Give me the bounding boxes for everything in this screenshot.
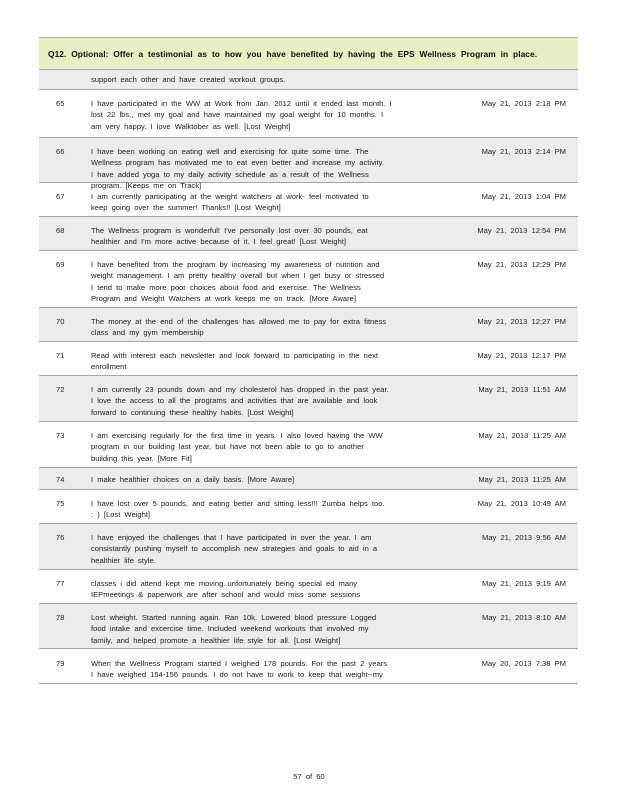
response-text: When the Wellness Program started I weighed 178 pounds. For the past 2 years I have weighed 154-156 pounds. I do not have to work to keep that weight--my: [91, 659, 388, 680]
response-date: May 21, 2013 12:54 PM: [477, 226, 566, 235]
response-date: May 21, 2013 11:25 AM: [478, 431, 566, 440]
response-number: 65: [56, 99, 65, 108]
response-text: I am currently participating at the weight watchers at work- feel motivated to keep going over the summer! Thanks!! [Lost Weight]: [91, 192, 369, 213]
table-row: [39, 138, 578, 190]
table-row: [39, 217, 578, 251]
response-rows: [39, 90, 578, 684]
response-number: 75: [56, 499, 65, 508]
table-row: [39, 251, 578, 308]
table-row: [39, 422, 578, 468]
response-date: May 21, 2013 11:51 AM: [478, 385, 566, 394]
response-number: 77: [56, 579, 65, 588]
survey-table: [39, 37, 578, 684]
question-header: Q12. Optional: Offer a testimonial as to how you have benefited by having the EPS Wellness Program in place.: [39, 38, 578, 70]
response-number: 74: [56, 475, 65, 484]
response-text: classes i did attend kept me moving..unfortunately being special ed many IEPmeetings & paperwork are after school and would miss some sessions: [91, 579, 361, 600]
response-text: I have lost over 5 pounds, and eating better and sitting less!!! Zumba helps too. : ) [Lost Weight]: [91, 499, 385, 520]
response-number: 70: [56, 317, 65, 326]
response-date: May 21, 2013 12:29 PM: [477, 260, 566, 269]
response-text: I am currently 23 pounds down and my cholesterol has dropped in the past year. I love the access to all the programs and activities that are available and look forward to continuing these healthy habits. [Lost Weight]: [91, 385, 389, 417]
response-text: The Wellness program is wonderful! I've personally lost over 30 pounds, eat healthier and I'm more active because of it. I feel great! [Lost Weight]: [91, 226, 368, 247]
response-date: May 21, 2013 12:17 PM: [477, 351, 566, 360]
response-date: May 21, 2013 9:56 AM: [482, 533, 566, 542]
table-row: [39, 649, 578, 684]
table-row: [39, 524, 578, 570]
table-row: [39, 604, 578, 649]
table-row: [39, 308, 578, 342]
response-number: 72: [56, 385, 65, 394]
response-number: 67: [56, 192, 65, 201]
table-row: [39, 570, 578, 604]
table-row: [39, 90, 578, 138]
response-text: I have participated in the WW at Work from Jan. 2012 until it ended last month. I lost 22 lbs., met my goal and have maintained my goal weight for 10 months. I am very happy. I love Walktober as well. [Lost Weight]: [91, 99, 392, 131]
continuation-text: support each other and have created workout groups.: [91, 75, 286, 84]
response-number: 78: [56, 613, 65, 622]
response-text: The money at the end of the challenges has allowed me to pay for extra fitness class and my gym membership: [91, 317, 387, 338]
page-current: 57: [293, 772, 302, 781]
response-text: I am exercising regularly for the first time in years. I also loved having the WW program in our building last year, but have not been able to go to another building this year. [More Fit]: [91, 431, 383, 463]
response-text: I make healthier choices on a daily basis. [More Aware]: [91, 475, 295, 484]
response-text: I have enjoyed the challenges that I have participated in over the year. I am consistantly pushing myself to accomplish new strategies and goals to aid in a healthier life style.: [91, 533, 378, 565]
response-date: May 21, 2013 2:18 PM: [481, 99, 566, 108]
response-date: May 21, 2013 2:14 PM: [481, 147, 566, 156]
page-of-label: of: [305, 772, 313, 781]
response-number: 68: [56, 226, 65, 235]
table-row: [39, 490, 578, 524]
table-row: [39, 468, 578, 490]
response-number: 66: [56, 147, 65, 156]
response-date: May 21, 2013 9:19 AM: [482, 579, 566, 588]
page-number: [0, 772, 618, 781]
response-text: I have benefited from the program by increasing my awareness of nutrition and weight management. I am pretty healthy overall but when I get busy or stressed I tend to make more poor choices about food and exercise. The Wellness Program and Weight Watchers at work keeps me on track. [More Aware]: [91, 260, 385, 303]
continuation-row: [39, 70, 578, 90]
response-number: 71: [56, 351, 65, 360]
response-date: May 21, 2013 12:27 PM: [477, 317, 566, 326]
response-text: Lost wheight. Started running again. Ran 10k. Lowered blood pressure Logged food intake and excercise time. Included weekend workouts that involved my family, and helped promote a healthier life style for all. [Lost Weight]: [91, 613, 377, 645]
response-date: May 21, 2013 11:25 AM: [478, 475, 566, 484]
response-number: 79: [56, 659, 65, 668]
response-text: Read with interest each newsletter and look forward to participating in the next enrollment: [91, 351, 378, 372]
table-row: [39, 342, 578, 376]
table-row: [39, 376, 578, 422]
response-text: I have been working on eating well and exercising for quite some time. The Wellness program has motivated me to eat even better and increase my activity. I have added yoga to my daily activity schedule as a result of the Wellness program. [Keeps me on Track]: [91, 147, 384, 190]
response-date: May 20, 2013 7:38 PM: [481, 659, 566, 668]
response-date: May 21, 2013 1:04 PM: [481, 192, 566, 201]
response-date: May 21, 2013 10:49 AM: [477, 499, 566, 508]
page-total: 60: [316, 772, 325, 781]
response-date: May 21, 2013 8:10 AM: [482, 613, 566, 622]
response-number: 76: [56, 533, 65, 542]
response-number: 69: [56, 260, 65, 269]
response-number: 73: [56, 431, 65, 440]
